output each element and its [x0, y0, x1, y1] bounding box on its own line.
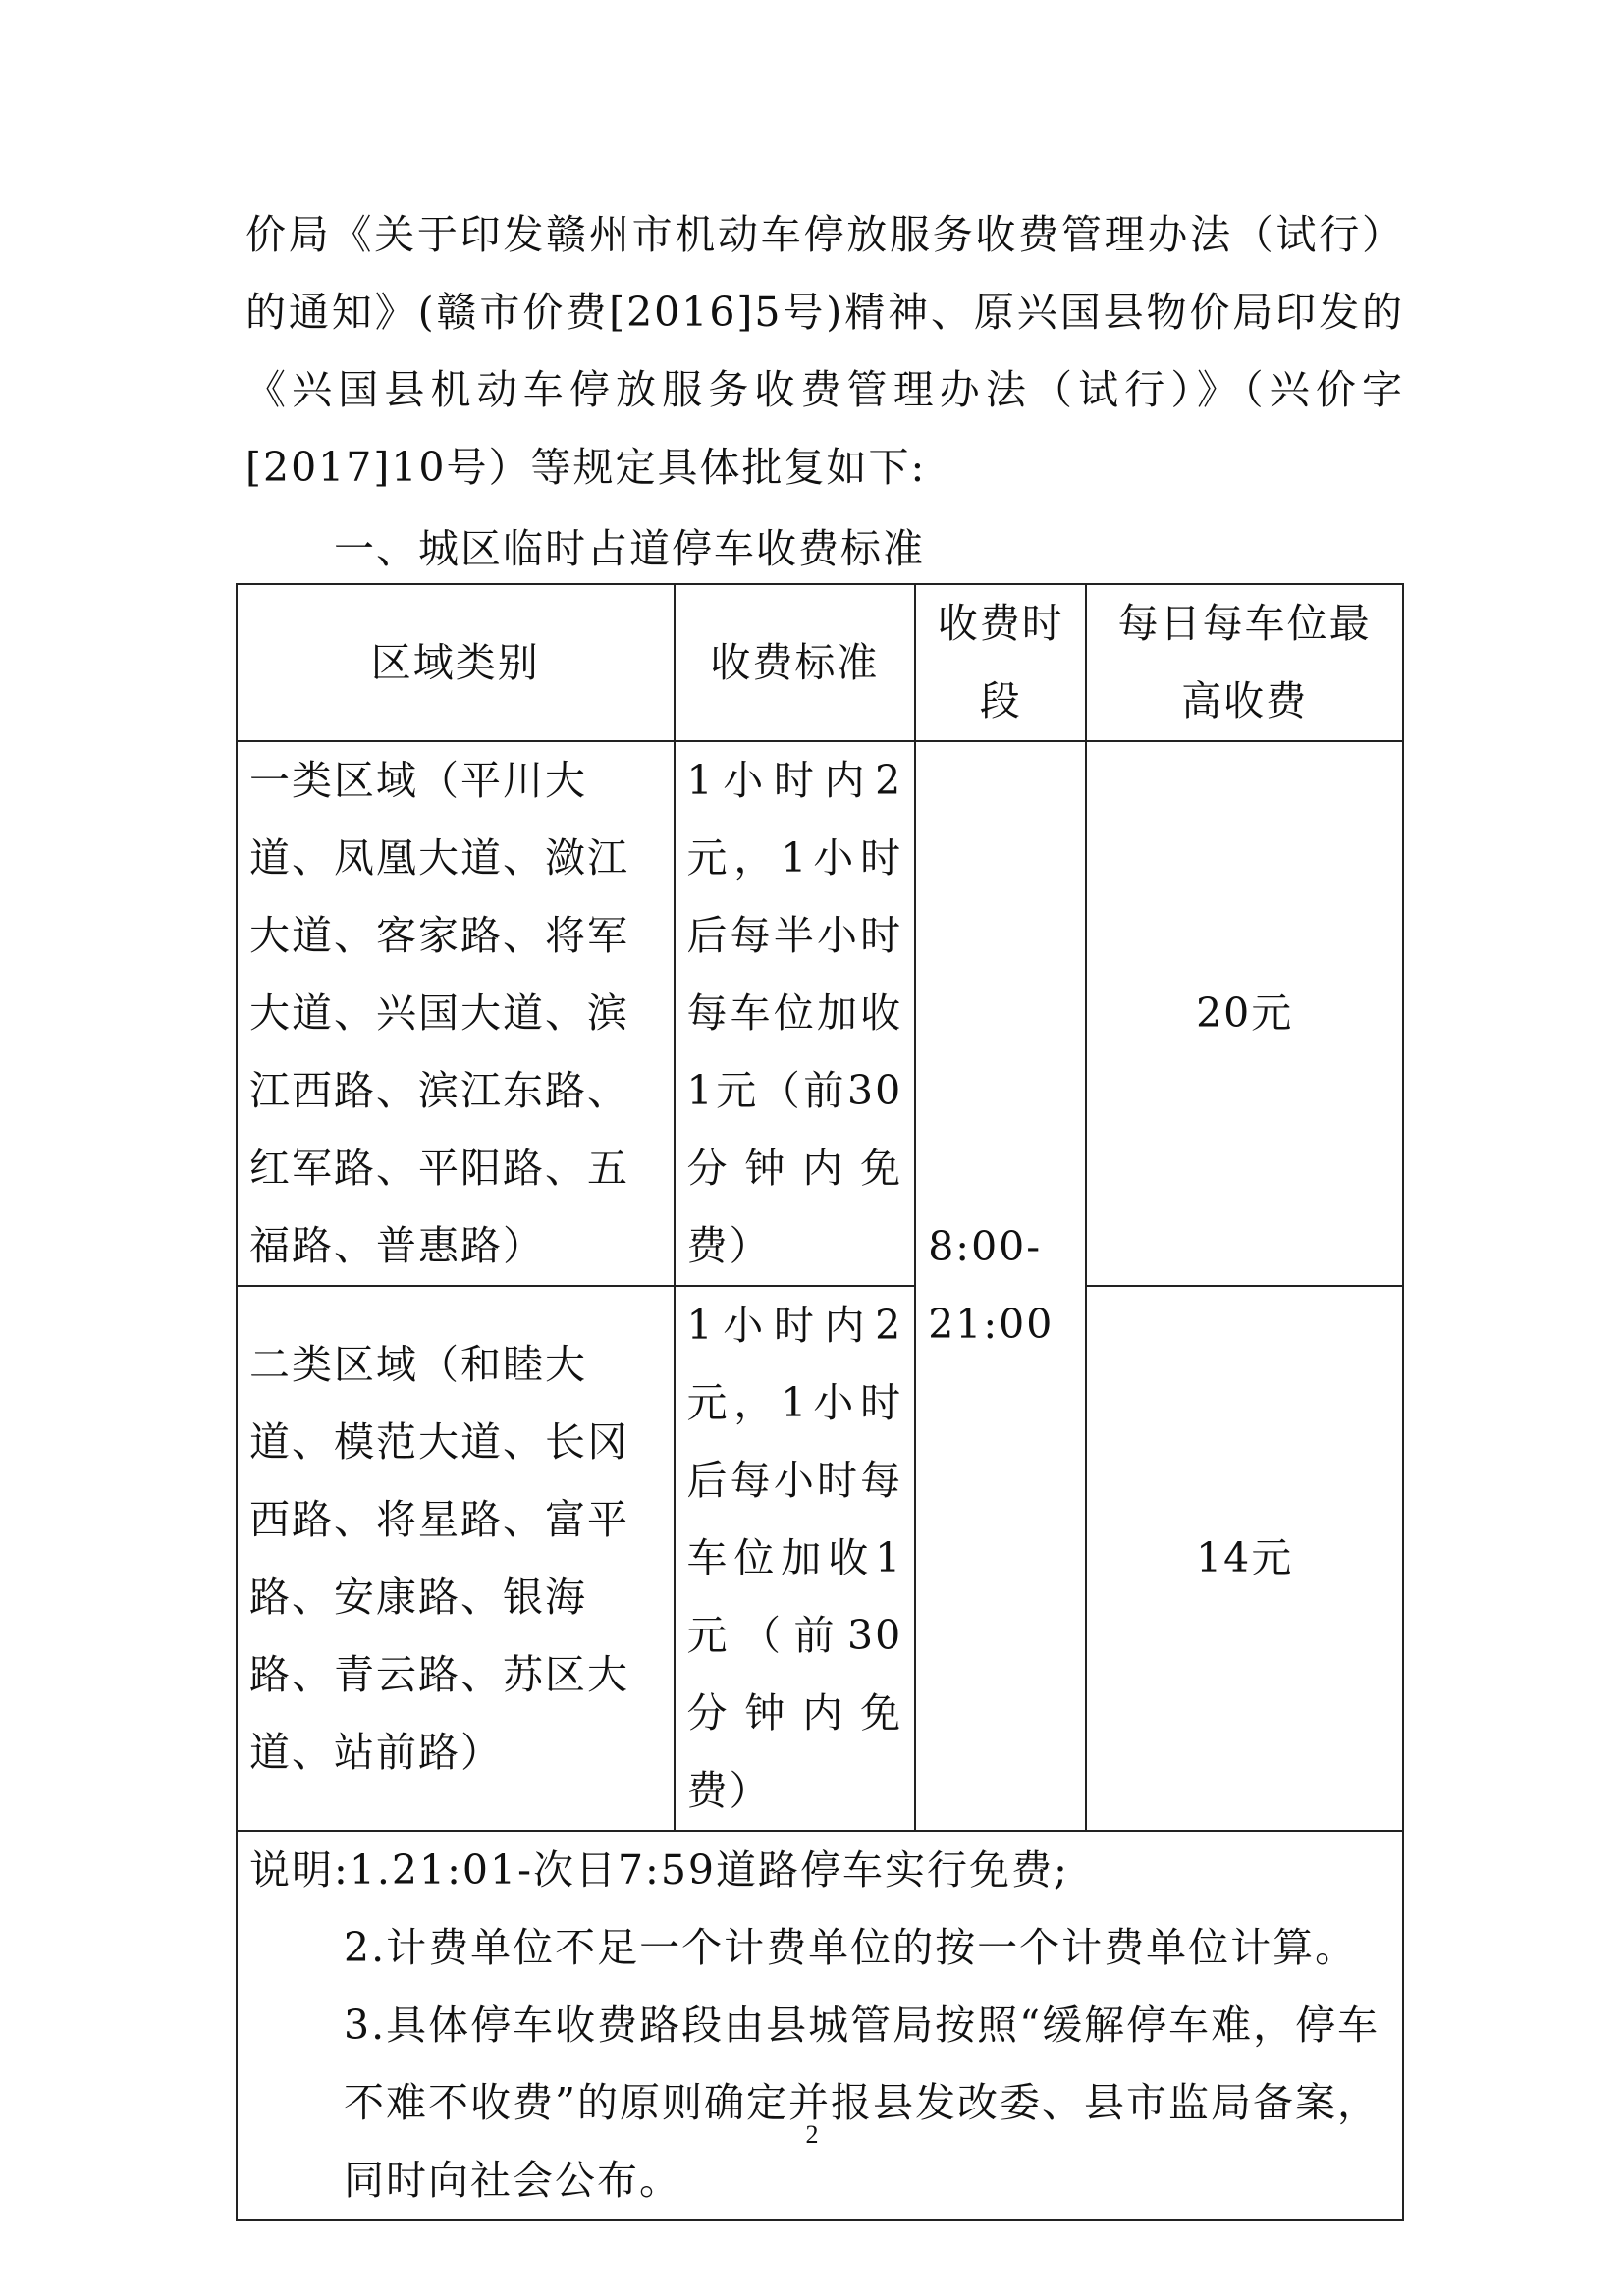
parking-fee-table — [236, 583, 1404, 2221]
header-max-fee: 每日每车位最高收费 — [1086, 584, 1403, 741]
max-fee-class-2: 14元 — [1086, 1286, 1403, 1831]
region-class-1: 一类区域（平川大道、凤凰大道、潋江大道、客家路、将军大道、兴国大道、滨江西路、滨江东路、红军路、平阳路、五福路、普惠路） — [237, 741, 675, 1286]
table-header-row — [237, 584, 1403, 741]
table-row — [237, 741, 1403, 1286]
header-period: 收费时段 — [915, 584, 1086, 741]
standard-class-2: 1小时内2元，1小时后每小时每车位加收1元（前30分钟内免费） — [675, 1286, 916, 1831]
note-1: 说明:1.21:01-次日7:59道路停车实行免费; — [249, 1846, 1069, 1894]
max-fee-class-1: 20元 — [1086, 741, 1403, 1286]
charging-period: 8:00-21:00 — [915, 741, 1086, 1831]
note-2: 2.计费单位不足一个计费单位的按一个计费单位计算。 — [344, 1924, 1358, 1971]
header-region: 区域类别 — [237, 584, 675, 741]
notes-row — [237, 1831, 1403, 2220]
notes-cell — [237, 1831, 1403, 2220]
region-class-2: 二类区域（和睦大道、模范大道、长冈西路、将星路、富平路、安康路、银海路、青云路、苏区大道、站前路） — [237, 1286, 675, 1831]
header-standard: 收费标准 — [675, 584, 916, 741]
intro-paragraph: 价局《关于印发赣州市机动车停放服务收费管理办法（试行）的通知》(赣市价费[2016]5号)精神、原兴国县物价局印发的《兴国县机动车停放服务收费管理办法（试行）》（兴价字[2017]10号）等规定具体批复如下: — [245, 211, 1404, 491]
table-row — [237, 1286, 1403, 1831]
note-3: 3.具体停车收费路段由县城管局按照“缓解停车难，停车不难不收费”的原则确定并报县发改委、县市监局备案，同时向社会公布。 — [344, 2002, 1380, 2204]
page-number: 2 — [805, 2120, 819, 2149]
standard-class-1: 1小时内2元，1小时后每半小时每车位加收1元（前30分钟内免费） — [675, 741, 916, 1286]
section-heading: 一、城区临时占道停车收费标准 — [334, 525, 925, 572]
